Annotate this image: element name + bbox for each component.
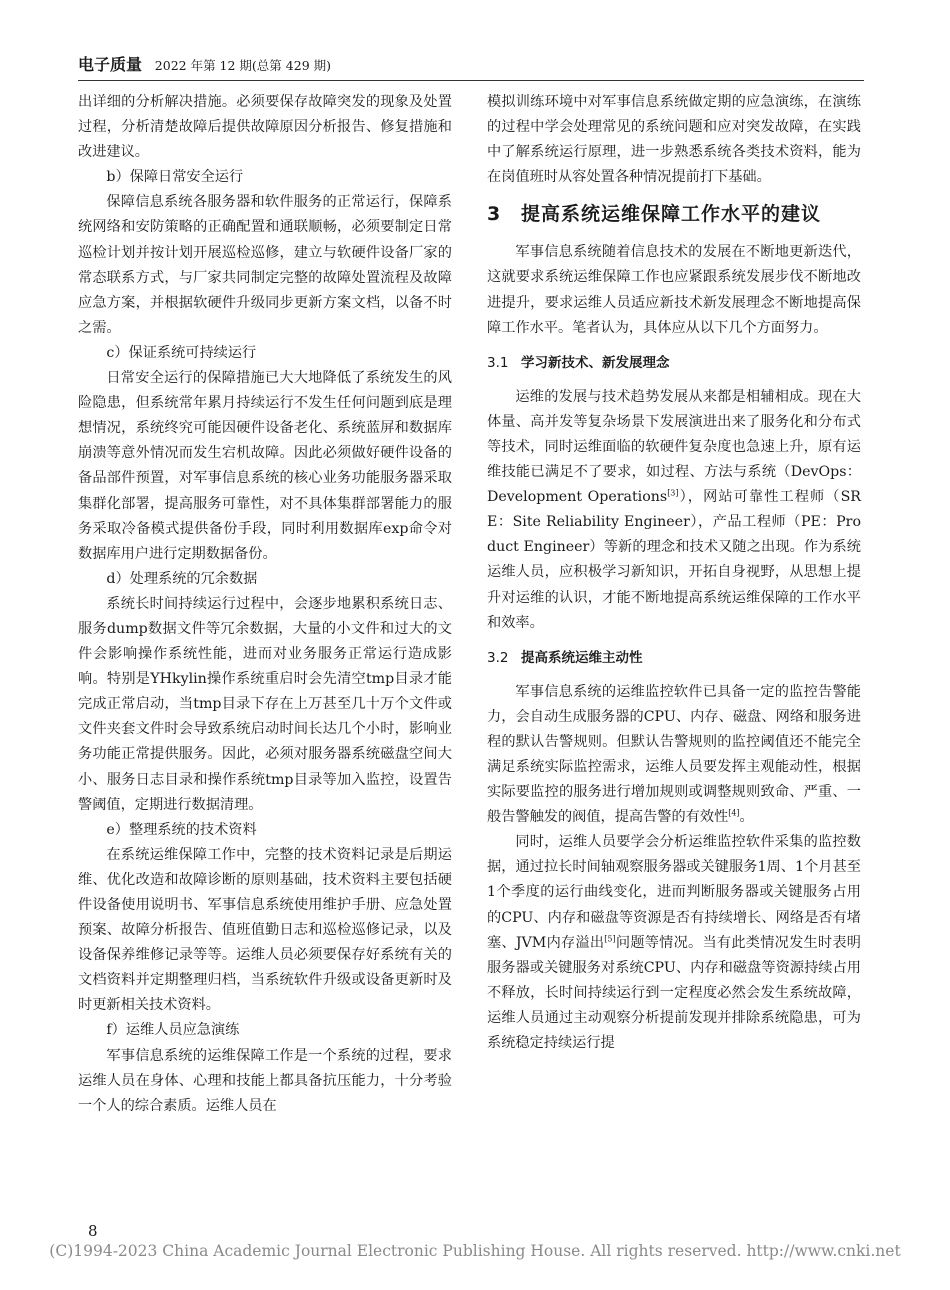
paragraph-text: 运维的发展与技术趋势发展从来都是相辅相成。现在大体量、高并发等复杂场景下发展演进出来了服务化和分布式等技术，同时运维面临的软硬件复杂度也急速上升，原有运维技能已满足不了要求，如过程、方法与系统（DevOps：Development Operations — [487, 388, 861, 506]
section-heading — [487, 200, 861, 228]
header-rule — [78, 80, 864, 81]
paragraph: 系统长时间持续运行过程中，会逐步地累积系统日志、服务dump数据文件等冗余数据，大量的小文件和过大的文件会影响操作系统性能，进而对业务服务正常运行造成影响。特别是YHkylin操作系统重启时会先清空tmp目录才能完成正常启动，当tmp目录下存在上万甚至几十万个文件或文件夹套文件时会导致系统启动时间长达几个小时，影响业务功能正常提供服务。因此，必须对服务器系统磁盘空间大小、服务日志目录和操作系统tmp目录等加入监控，设置告警阈值，定期进行数据清理。 — [78, 595, 452, 813]
paragraph — [487, 385, 861, 636]
paragraph: 在系统运维保障工作中，完整的技术资料记录是后期运维、优化改造和故障诊断的原则基础，技术资料主要包括硬件设备使用说明书、军事信息系统使用维护手册、应急处置预案、故障分析报告、值班值勤日志和巡检巡修记录，以及设备保养维修记录等等。运维人员必须要保存好系统有关的文档资料并定期整理归档，当系统软件升级或设备更新时及时更新相关技术资料。 — [78, 846, 452, 1014]
subitem-title: b）保障日常安全运行 — [106, 169, 244, 186]
left-column — [78, 90, 452, 1119]
paragraph-text: 。 — [739, 809, 754, 826]
running-header — [78, 52, 878, 78]
subsection-number: 3.1 — [487, 354, 509, 371]
paragraph: 出详细的分析解决措施。必须要保存故障突发的现象及处置过程，分析清楚故障后提供故障原因分析报告、修复措施和改进建议。 — [78, 94, 452, 161]
subitem-title: f）运维人员应急演练 — [106, 1022, 240, 1039]
subsection-title: 学习新技术、新发展理念 — [521, 354, 670, 371]
issue-info: 2022 年第 12 期(总第 429 期) — [154, 58, 331, 73]
subitem-title: c）保证系统可持续运行 — [106, 344, 257, 361]
subsection-heading — [487, 351, 861, 375]
copyright-footer: (C)1994-2023 China Academic Journal Electronic Publishing House. All rights reserved. http://www.cnki.net — [49, 1242, 901, 1260]
paragraph-text: ），网站可靠性工程师（SRE：Site Reliability Engineer），产品工程师（PE：Product Engineer）等新的理念和技术又随之出现。作为系统运维人员，应积极学习新知识，开拓自身视野，从思想上提升对运维的认识，才能不断地提高系统运维保障的工作水平和效率。 — [487, 489, 861, 631]
right-column — [487, 90, 861, 1056]
citation-ref: [4] — [728, 808, 740, 818]
paragraph — [487, 680, 861, 831]
section-number: 3 — [487, 203, 502, 226]
page-number: 8 — [88, 1222, 98, 1240]
paragraph: 保障信息系统各服务器和软件服务的正常运行，保障系统网络和安防策略的正确配置和通联顺畅，必须要制定日常巡检计划并按计划开展巡检巡修，建立与软硬件设备厂家的常态联系方式，与厂家共同制定完整的故障处置流程及故障应急方案，并根据软硬件升级同步更新方案文档，以备不时之需。 — [78, 194, 452, 336]
subsection-title: 提高系统运维主动性 — [521, 649, 643, 666]
journal-name: 电子质量 — [78, 55, 143, 74]
paragraph — [487, 830, 861, 1056]
subitem-title: e）整理系统的技术资料 — [106, 821, 257, 838]
paragraph: 日常安全运行的保障措施已大大地降低了系统发生的风险隐患，但系统常年累月持续运行不发生任何问题到底是理想情况，系统终究可能因硬件设备老化、系统蓝屏和数据库崩溃等意外情况而发生宕机故障。因此必须做好硬件设备的备品部件预置，对军事信息系统的核心业务功能服务器采取集群化部署，提高服务可靠性，对不具体集群部署能力的服务采取冷备模式提供备份手段，同时利用数据库exp命令对数据库用户进行定期数据备份。 — [78, 370, 452, 562]
subsection-heading — [487, 646, 861, 670]
subsection-number: 3.2 — [487, 649, 509, 666]
paragraph-text: 问题等情况。当有此类情况发生时表明服务器或关键服务对系统CPU、内存和磁盘等资源持续占用不释放，长时间持续运行到一定程度必然会发生系统故障，运维人员通过主动观察分析提前发现并排除系统隐患，可为系统稳定持续运行提 — [487, 934, 861, 1051]
subitem-title: d）处理系统的冗余数据 — [106, 570, 258, 587]
paragraph: 军事信息系统的运维保障工作是一个系统的过程，要求运维人员在身体、心理和技能上都具备抗压能力，十分考验一个人的综合素质。运维人员在 — [78, 1047, 452, 1114]
paragraph-text: 同时，运维人员要学会分析运维监控软件采集的监控数据，通过拉长时间轴观察服务器或关键服务1周、1个月甚至1个季度的运行曲线变化，进而判断服务器或关键服务占用的CPU、内存和磁盘等资源是否有持续增长、网络是否有堵塞、JVM内存溢出 — [487, 834, 861, 951]
citation-ref: [3] — [667, 488, 679, 498]
paragraph-text: 军事信息系统的运维监控软件已具备一定的监控告警能力，会自动生成服务器的CPU、内存、磁盘、网络和服务进程的默认告警规则。但默认告警规则的监控阈值还不能完全满足系统实际监控需求，运维人员要发挥主观能动性，根据实际要监控的服务进行增加规则或调整规则致命、严重、一般告警触发的阀值，提高告警的有效性 — [487, 683, 861, 826]
section-title: 提高系统运维保障工作水平的建议 — [521, 203, 822, 226]
citation-ref: [5] — [604, 933, 616, 943]
paragraph: 模拟训练环境中对军事信息系统做定期的应急演练，在演练的过程中学会处理常见的系统问题和应对突发故障，在实践中了解系统运行原理，进一步熟悉系统各类技术资料，能为在岗值班时从容处置各种情况提前打下基础。 — [487, 94, 861, 186]
paragraph: 军事信息系统随着信息技术的发展在不断地更新迭代，这就要求系统运维保障工作也应紧跟系统发展步伐不断地改进提升，要求运维人员适应新技术新发展理念不断地提高保障工作水平。笔者认为，具体应从以下几个方面努力。 — [487, 244, 861, 336]
